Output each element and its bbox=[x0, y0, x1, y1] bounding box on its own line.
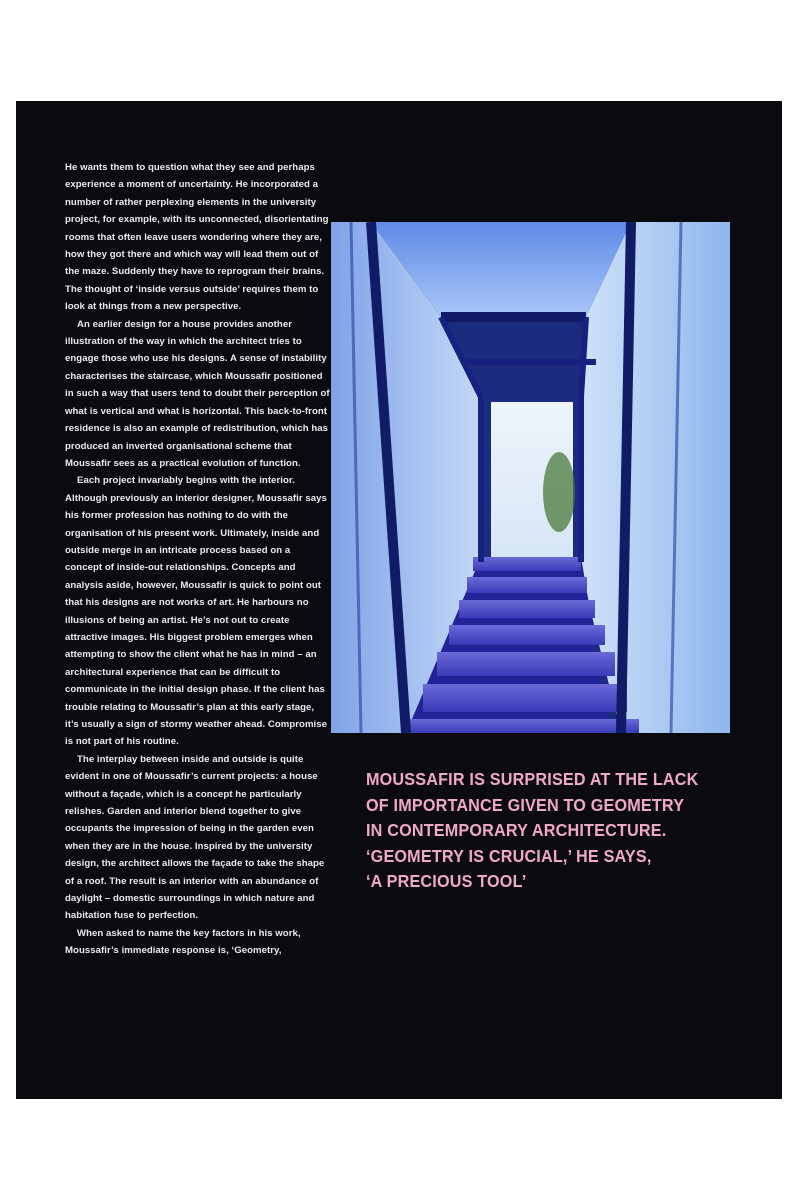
pull-quote-line-3: IN CONTEMPORARY ARCHITECTURE. bbox=[366, 820, 667, 841]
pull-quote-line-4: ‘GEOMETRY IS CRUCIAL,’ HE SAYS, bbox=[366, 845, 652, 866]
article-paragraph-5: When asked to name the key factors in his work, Moussafir’s immediate response is, ‘Geometry, bbox=[65, 927, 301, 957]
staircase-photo bbox=[331, 222, 730, 733]
pull-quote-line-1: MOUSSAFIR IS SURPRISED AT THE LACK bbox=[366, 769, 699, 789]
article-body bbox=[65, 159, 330, 960]
pull-quote bbox=[366, 767, 719, 895]
article-paragraph-4: The interplay between inside and outside is quite evident in one of Moussafir’s current projects: a house without a façade, which is a concept he particularly relishes. Garden and interior blend together to give occupants the impression of being in the garden even when they are in the house. Inspired by the university design, the architect allows the façade to take the shape of a roof. The result is an interior with an abundance of daylight – domestic surroundings in which nature and habitation fuse to perfection. bbox=[65, 753, 325, 922]
pull-quote-line-2: OF IMPORTANCE GIVEN TO GEOMETRY bbox=[366, 794, 685, 815]
staircase-illustration bbox=[331, 222, 730, 733]
article-paragraph-2: An earlier design for a house provides another illustration of the way in which the architect tries to engage those who use his designs. A sense of instability characterises the staircase, which Moussafir positioned in such a way that users tend to doubt their perception of what is vertical and what is horizontal. This back-to-front residence is also an example of redistribution, which has produced an inverted organisational scheme that Moussafir sees as a practical evolution of function. bbox=[65, 318, 330, 469]
article-paragraph-1: He wants them to question what they see and perhaps experience a moment of uncertainty. He incorporated a number of rather perplexing elements in the university project, for example, with its unconnected, disorientating rooms that often leave users wondering where they are, how they got there and which way will lead them out of the maze. Suddenly they have to reprogram their brains. The thought of ‘inside versus outside’ requires them to look at things from a new perspective. bbox=[65, 162, 329, 313]
pull-quote-line-5: ‘A PRECIOUS TOOL’ bbox=[366, 871, 527, 892]
article-paragraph-3: Each project invariably begins with the interior. Although previously an interior designer, Moussafir says his former profession has nothing to do with the organisation of his present work. Ultimately, inside and outside merge in an intricate process based on a concept of inside-out relationships. Concepts and analysis aside, however, Moussafir is quick to point out that his designs are not works of art. He harbours no illusions of being an artist. He’s not out to create attractive images. His biggest problem emerges when attempting to show the client what he has in mind – an architectural experience that can be difficult to communicate in the initial design phase. If the client has trouble relating to Moussafir’s plan at this early stage, it’s usually a sign of stormy weather ahead. Compromise is not part of his routine. bbox=[65, 475, 328, 748]
magazine-page bbox=[16, 101, 782, 1099]
